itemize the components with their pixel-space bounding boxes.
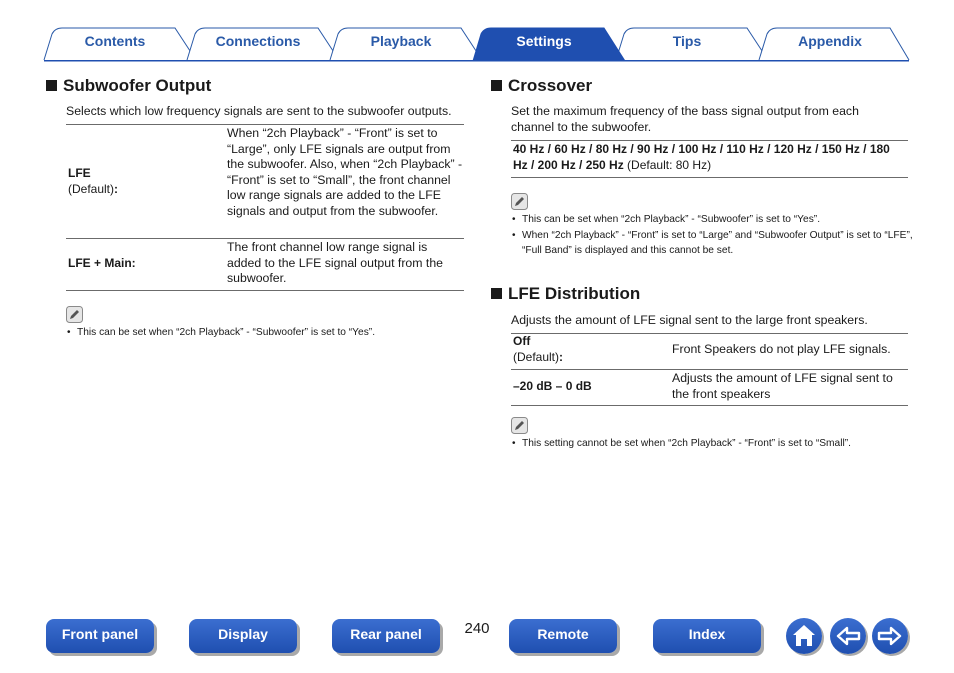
subwoofer-output-heading: [46, 76, 211, 96]
display-button[interactable]: Display: [189, 619, 297, 653]
index-button[interactable]: Index: [653, 619, 761, 653]
subwoofer-output-title: Subwoofer Output: [63, 76, 212, 95]
pencil-note-icon: [66, 306, 83, 323]
lfe-distribution-heading: [491, 284, 640, 304]
off-colon: :: [559, 349, 564, 364]
crossover-title: Crossover: [508, 76, 593, 95]
lfe-distribution-note: • This setting cannot be set when “2ch Playback” - “Front” is set to “Small”.: [511, 437, 918, 452]
table-rule: [511, 369, 908, 370]
crossover-values: [513, 142, 906, 173]
lfe-row-off-key: [513, 334, 663, 365]
table-rule: [66, 290, 464, 291]
subwoofer-row-lfe-main-key: LFE + Main:: [68, 256, 136, 270]
tab-contents[interactable]: Contents: [84, 33, 146, 49]
lfe-colon: :: [114, 181, 119, 196]
subwoofer-output-description: Selects which low frequency signals are sent to the subwoofer outputs.: [66, 104, 452, 118]
crossover-default: (Default: 80 Hz): [623, 157, 712, 172]
crossover-description: Set the maximum frequency of the bass signal output from each channel to the subwoofer.: [511, 104, 859, 134]
lfe-distribution-description: Adjusts the amount of LFE signal sent to the large front speakers.: [511, 313, 868, 327]
crossover-value-list: 40 Hz / 60 Hz / 80 Hz / 90 Hz / 100 Hz / 110 Hz / 120 Hz / 150 Hz / 180 Hz / 200 Hz / 250 Hz: [513, 142, 890, 172]
page-number: 240: [464, 620, 490, 637]
tab-bar: [0, 0, 954, 62]
subwoofer-note: • This can be set when “2ch Playback” - “Subwoofer” is set to “Yes”.: [66, 326, 477, 341]
tab-bar-shapes: [0, 0, 954, 62]
lfe-key-label: LFE: [68, 166, 91, 180]
rear-panel-button[interactable]: Rear panel: [332, 619, 440, 653]
subwoofer-row-lfe-main-value: The front channel low range signal is added to the LFE signal output from the subwoofer.: [227, 240, 444, 286]
forward-button[interactable]: [872, 618, 908, 654]
lfe-row-db-value: Adjusts the amount of LFE signal sent to the front speakers: [672, 371, 893, 401]
tab-connections[interactable]: Connections: [215, 33, 301, 49]
pencil-note-icon: [511, 193, 528, 210]
crossover-note-2: • When “2ch Playback” - “Front” is set to “Large” and “Subwoofer Output” is set to “LFE”, “Full Band” is displayed and this cannot be set.: [511, 229, 918, 258]
table-rule: [511, 140, 908, 141]
lfe-row-off-value: Front Speakers do not play LFE signals.: [672, 342, 891, 356]
crossover-note-1: • This can be set when “2ch Playback” - “Subwoofer” is set to “Yes”.: [511, 213, 918, 228]
back-button[interactable]: [830, 618, 866, 654]
arrow-left-icon: [830, 618, 866, 654]
arrow-right-icon: [872, 618, 908, 654]
table-rule: [66, 238, 464, 239]
section-square-icon: [491, 80, 502, 91]
table-rule: [511, 405, 908, 406]
tab-appendix[interactable]: Appendix: [798, 33, 862, 49]
crossover-heading: [491, 76, 592, 96]
table-rule: [511, 177, 908, 178]
subwoofer-row-lfe-key: [68, 166, 218, 197]
section-square-icon: [491, 288, 502, 299]
section-square-icon: [46, 80, 57, 91]
tab-playback[interactable]: Playback: [370, 33, 432, 49]
front-panel-button[interactable]: Front panel: [46, 619, 154, 653]
pencil-note-icon: [511, 417, 528, 434]
tab-settings[interactable]: Settings: [516, 33, 572, 49]
subwoofer-row-lfe-value: When “2ch Playback” - “Front” is set to “Large”, only LFE signals are output from the subwoofer. Also, when “2ch Playback” - “Front” is set to “Small”, the front channel low range signals are added to the LFE signals and output from the subwoofer.: [227, 126, 463, 218]
remote-button[interactable]: Remote: [509, 619, 617, 653]
off-key-label: Off: [513, 334, 531, 348]
off-default-label: (Default): [513, 349, 560, 364]
lfe-row-db-key: –20 dB – 0 dB: [513, 379, 592, 393]
home-button[interactable]: [786, 618, 822, 654]
tab-tips[interactable]: Tips: [672, 33, 702, 49]
home-icon: [786, 618, 822, 654]
lfe-default-label: (Default): [68, 181, 115, 196]
lfe-distribution-title: LFE Distribution: [508, 284, 641, 303]
table-rule: [66, 124, 464, 125]
